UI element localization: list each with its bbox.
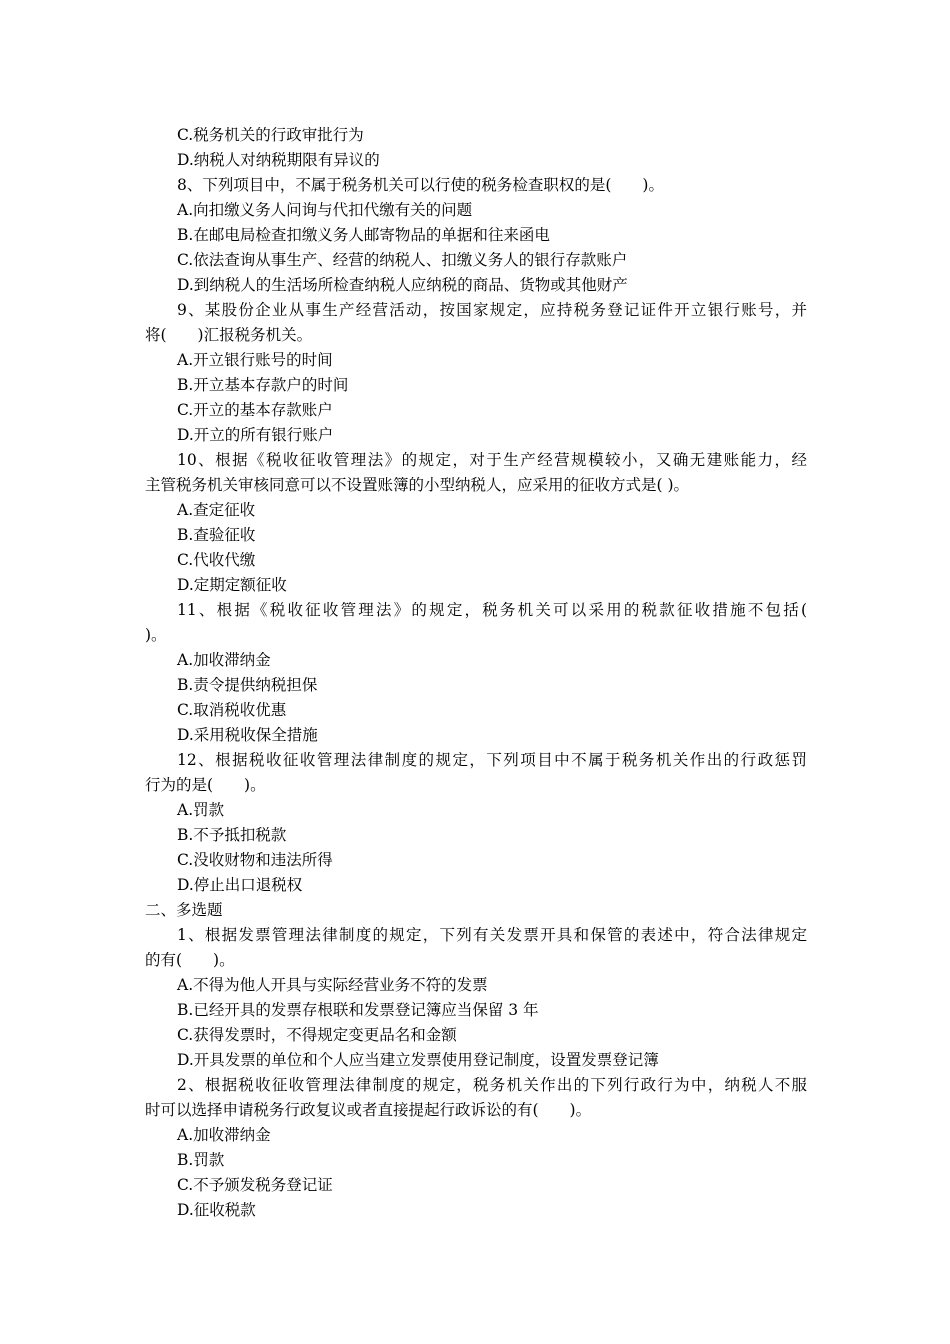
option-line: B.责令提供纳税担保: [177, 676, 318, 694]
option-line: D.定期定额征收: [177, 576, 287, 594]
question-line: 12、根据税收征收管理法律制度的规定，下列项目中不属于税务机关作出的行政惩罚: [177, 751, 807, 769]
question-line: 10、根据《税收征收管理法》的规定，对于生产经营规模较小，又确无建账能力，经: [177, 451, 807, 469]
option-line: C.开立的基本存款账户: [177, 401, 333, 419]
question-line: 11、根据《税收征收管理法》的规定，税务机关可以采用的税款征收措施不包括(: [177, 601, 807, 619]
option-line: D.开具发票的单位和个人应当建立发票使用登记制度，设置发票登记簿: [177, 1051, 659, 1069]
question-continuation-line: 主管税务机关审核同意可以不设置账簿的小型纳税人，应采用的征收方式是( )。: [145, 476, 690, 494]
question-line: 9、某股份企业从事生产经营活动，按国家规定，应持税务登记证件开立银行账号，并: [177, 301, 807, 319]
question-continuation-line: 时可以选择申请税务行政复议或者直接提起行政诉讼的有( )。: [145, 1101, 592, 1119]
option-line: B.查验征收: [177, 526, 256, 544]
option-line: A.加收滞纳金: [177, 1126, 271, 1144]
option-line: B.已经开具的发票存根联和发票登记簿应当保留 3 年: [177, 1001, 539, 1019]
question-line: 2、根据税收征收管理法律制度的规定，税务机关作出的下列行政行为中，纳税人不服: [177, 1076, 807, 1094]
option-line: D.停止出口退税权: [177, 876, 303, 894]
option-line: C.获得发票时，不得规定变更品名和金额: [177, 1026, 457, 1044]
question-continuation-line: 的有( )。: [145, 951, 235, 969]
question-line: 8、下列项目中，不属于税务机关可以行使的税务检查职权的是( )。: [177, 176, 664, 194]
option-line: A.罚款: [177, 801, 225, 819]
option-line: A.不得为他人开具与实际经营业务不符的发票: [177, 976, 488, 994]
option-line: D.纳税人对纳税期限有异议的: [177, 151, 380, 169]
option-line: B.开立基本存款户的时间: [177, 376, 349, 394]
option-line: D.开立的所有银行账户: [177, 426, 334, 444]
option-line: C.取消税收优惠: [177, 701, 287, 719]
document-body: [145, 123, 807, 1223]
question-continuation-line: 行为的是( )。: [145, 776, 266, 794]
option-line: B.在邮电局检查扣缴义务人邮寄物品的单据和往来函电: [177, 226, 550, 244]
option-line: A.向扣缴义务人问询与代扣代缴有关的问题: [177, 201, 473, 219]
option-line: A.加收滞纳金: [177, 651, 271, 669]
question-continuation-line: )。: [145, 626, 167, 644]
option-line: A.查定征收: [177, 501, 256, 519]
option-line: D.采用税收保全措施: [177, 726, 318, 744]
option-line: C.依法查询从事生产、经营的纳税人、扣缴义务人的银行存款账户: [177, 251, 628, 269]
option-line: C.税务机关的行政审批行为: [177, 126, 364, 144]
option-line: C.不予颁发税务登记证: [177, 1176, 333, 1194]
option-line: D.征收税款: [177, 1201, 256, 1219]
section-heading: 二、多选题: [145, 901, 223, 919]
option-line: A.开立银行账号的时间: [177, 351, 333, 369]
option-line: B.不予抵扣税款: [177, 826, 287, 844]
option-line: C.没收财物和违法所得: [177, 851, 333, 869]
question-line: 1、根据发票管理法律制度的规定，下列有关发票开具和保管的表述中，符合法律规定: [177, 926, 807, 944]
question-continuation-line: 将( )汇报税务机关。: [145, 326, 313, 344]
option-line: B.罚款: [177, 1151, 225, 1169]
option-line: C.代收代缴: [177, 551, 256, 569]
option-line: D.到纳税人的生活场所检查纳税人应纳税的商品、货物或其他财产: [177, 276, 628, 294]
